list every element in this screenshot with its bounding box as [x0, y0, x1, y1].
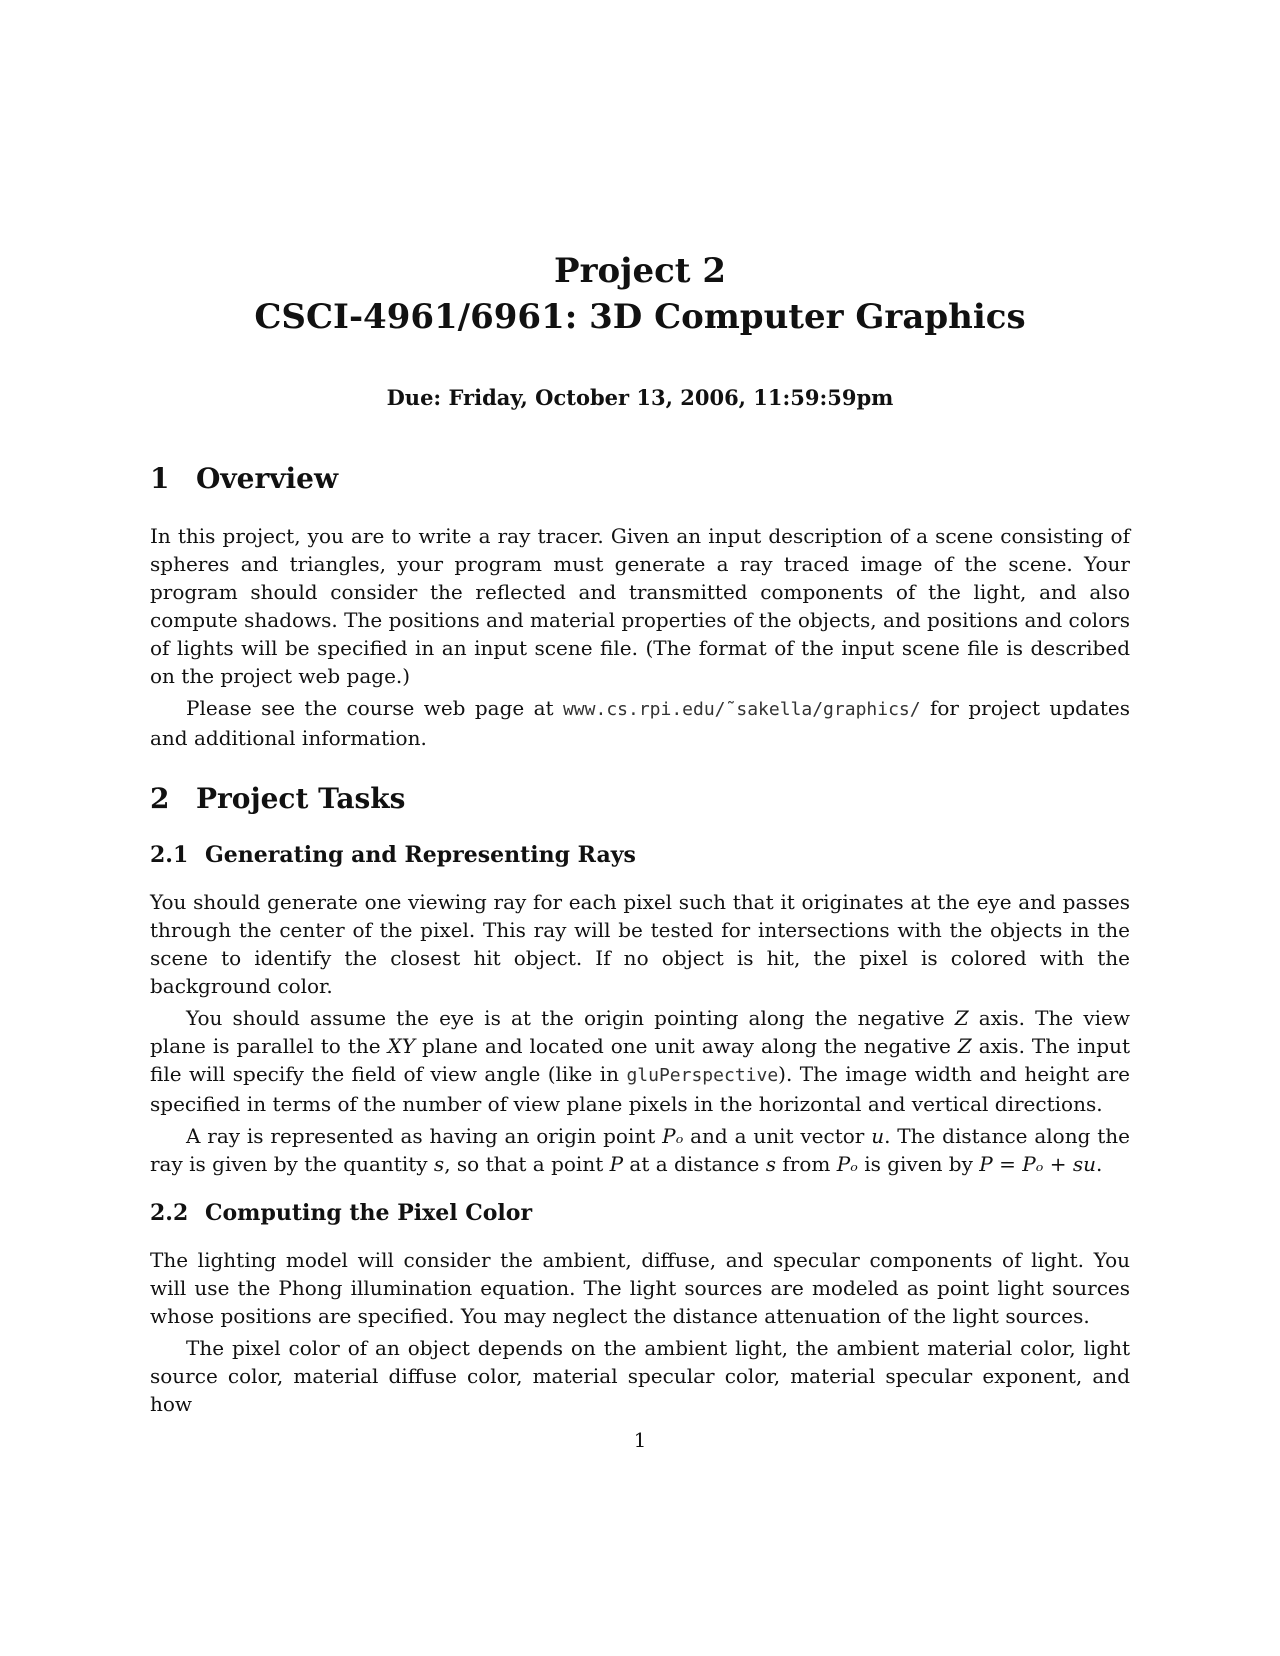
- subsection-title: Generating and Representing Rays: [205, 842, 636, 868]
- overview-paragraph: In this project, you are to write a ray tracer. Given an input description of a scene consisting of spheres and triangles, your program must generate a ray traced image of the scene. Your program should consider the reflected and transmitted components of the light, and also compute shadows. The positions and material properties of the objects, and positions and colors of lights will be specified in an input scene file. (The format of the input scene file is described on the project web page.): [150, 524, 1130, 688]
- ray-equation: P = Pₒ + su: [979, 1152, 1096, 1176]
- pixel-color-paragraph-1: The lighting model will consider the ambient, diffuse, and specular components of light. You will use the Phong illumination equation. The light sources are modeled as point light sources whose positions are specified. You may neglect the distance attenuation of the light sources.: [150, 1248, 1130, 1328]
- overview-body: [150, 522, 1130, 752]
- rays-paragraph-1: You should generate one viewing ray for each pixel such that it originates at the eye and passes through the center of the pixel. This ray will be tested for intersections with the objects in the scene to identify the closest hit object. If no object is hit, the pixel is colored with the background color.: [150, 890, 1130, 998]
- project-title: Project 2: [554, 251, 726, 291]
- section-title: Project Tasks: [196, 782, 406, 815]
- course-title: CSCI-4961/6961: 3D Computer Graphics: [254, 297, 1026, 337]
- subsection-heading-pixel-color: [150, 1200, 532, 1226]
- rays-body: [150, 888, 1130, 1178]
- subsection-title: Computing the Pixel Color: [205, 1200, 533, 1226]
- section-number: 2: [150, 782, 170, 815]
- pixel-color-paragraph-2: The pixel color of an object depends on the ambient light, the ambient material color, light source color, material diffuse color, material specular color, material specular exponent, and how: [150, 1336, 1130, 1416]
- subsection-number: 2.2: [150, 1200, 189, 1226]
- rays-paragraph-2: You should assume the eye is at the origin pointing along the negative Z axis. The view plane is parallel to the XY plane and located one unit away along the negative Z axis. The input file will specify the field of view angle (like in gluPerspective). The image width and height are specified in terms of the number of view plane pixels in the horizontal and vertical directions.: [150, 1006, 1131, 1116]
- section-title: Overview: [196, 462, 339, 495]
- title-block: [150, 248, 1130, 340]
- due-date: Due: Friday, October 13, 2006, 11:59:59pm: [386, 385, 894, 410]
- document-page: [150, 0, 1130, 1656]
- course-url: www.cs.rpi.edu/˜sakella/graphics/: [562, 699, 921, 720]
- section-number: 1: [150, 462, 170, 495]
- overview-paragraph-web: Please see the course web page at www.cs.rpi.edu/˜sakella/graphics/ for project updates and additional information.: [150, 696, 1130, 750]
- code-glu-perspective: gluPerspective: [626, 1065, 779, 1086]
- section-heading-overview: [150, 462, 338, 495]
- rays-paragraph-3: A ray is represented as having an origin point Pₒ and a unit vector u. The distance along the ray is given by the quantity s, so that a point P at a distance s from Pₒ is given by P = Pₒ + su.: [150, 1124, 1130, 1176]
- page-number: 1: [633, 1428, 647, 1452]
- pixel-color-body: [150, 1246, 1130, 1418]
- subsection-heading-rays: [150, 842, 636, 868]
- section-heading-project-tasks: [150, 782, 405, 815]
- subsection-number: 2.1: [150, 842, 189, 868]
